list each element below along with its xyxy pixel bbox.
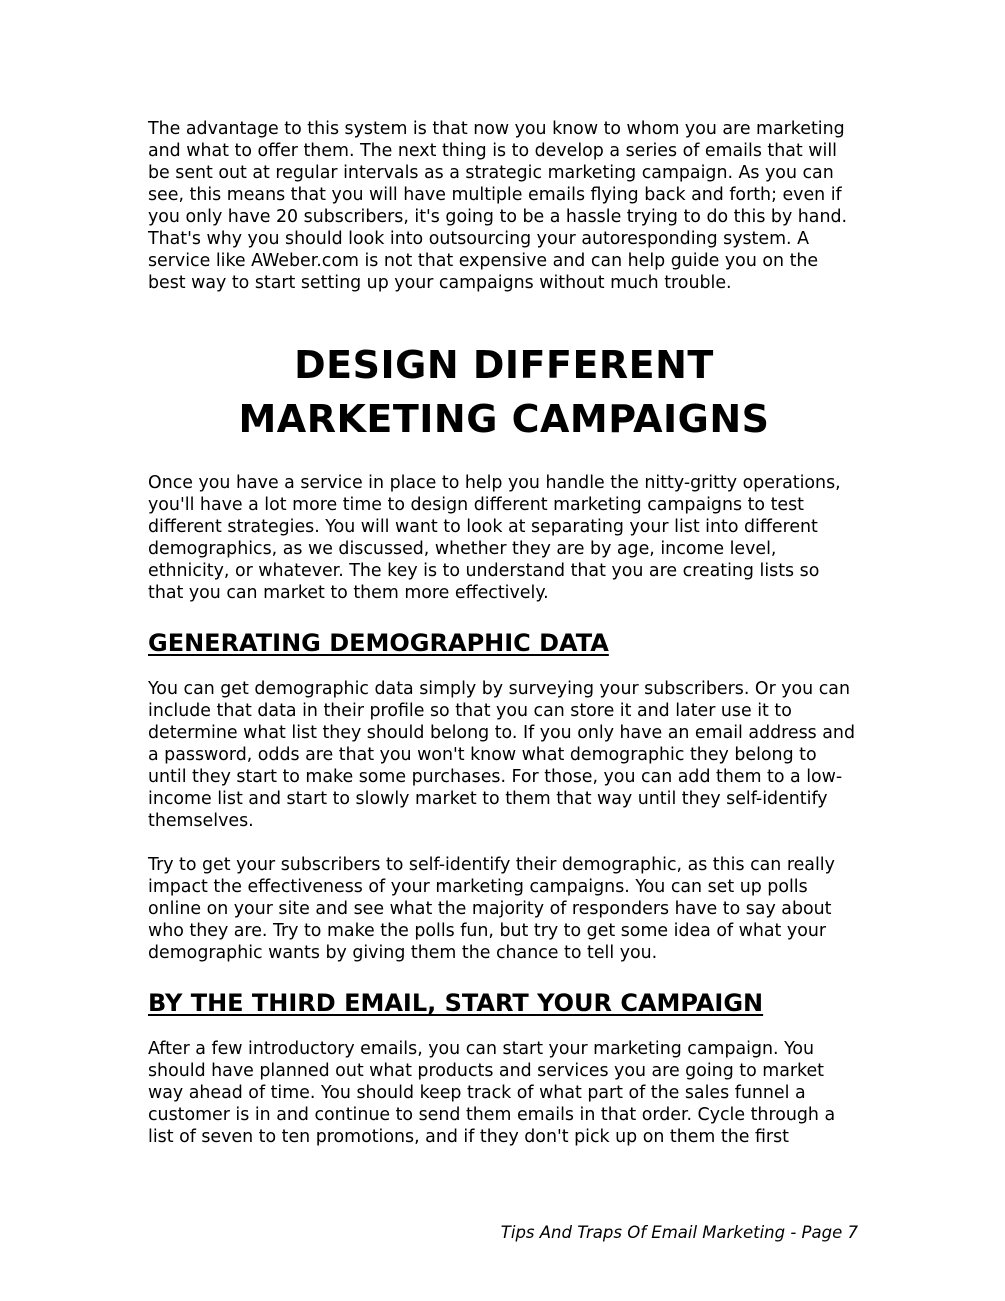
intro-paragraph: The advantage to this system is that now you know to whom you are marketing and what to offer them. The next thing is to develop a series of emails that will be sent out at regular intervals as a strategic marketing campaign. As you can see, this means that you will have multiple emails flying back and forth; even if you only have 20 subscribers, it's going to be a hassle trying to do this by hand. That's why you should look into outsourcing your autoresponding system. A service like AWeber.com is not that expensive and can help guide you on the best way to start setting up your campaigns without much trouble.: [148, 119, 848, 293]
subheading-third-email: BY THE THIRD EMAIL, START YOUR CAMPAIGN: [148, 989, 764, 1017]
main-heading-line-2: MARKETING CAMPAIGNS: [238, 397, 770, 441]
design-paragraph: Once you have a service in place to help you handle the nitty-gritty operations, you'll have a lot more time to design different marketing campaigns to test different strategies. You will want to look at separating your list into different demographics, as we discussed, whether they are by age, income level, ethnicity, or whatever. The key is to understand that you are creating lists so that you can market to them more effectively.: [148, 473, 841, 603]
main-heading-line-1: DESIGN DIFFERENT: [294, 343, 714, 387]
main-heading: [148, 338, 860, 446]
demographic-paragraph-1: You can get demographic data simply by surveying your subscribers. Or you can include that data in their profile so that you can store it and later use it to determine what list they should belong to. If you only have an email address and a password, odds are that you won't know what demographic they belong to until they start to make some purchases. For those, you can add them to a low-income list and start to slowly market to them that way until they self-identify themselves.: [148, 679, 855, 831]
subheading-demographic-data: GENERATING DEMOGRAPHIC DATA: [148, 629, 609, 657]
page-content: [148, 118, 860, 1148]
page-footer: Tips And Traps Of Email Marketing - Page 7: [500, 1223, 858, 1242]
third-email-paragraph: After a few introductory emails, you can start your marketing campaign. You should have planned out what products and services you are going to market way ahead of time. You should keep track of what part of the sales funnel a customer is in and continue to send them emails in that order. Cycle through a list of seven to ten promotions, and if they don't pick up on them the first: [148, 1039, 836, 1147]
demographic-paragraph-2: Try to get your subscribers to self-identify their demographic, as this can really impact the effectiveness of your marketing campaigns. You can set up polls online on your site and see what the majority of responders have to say about who they are. Try to make the polls fun, but try to get some idea of what your demographic wants by giving them the chance to tell you.: [148, 855, 835, 963]
